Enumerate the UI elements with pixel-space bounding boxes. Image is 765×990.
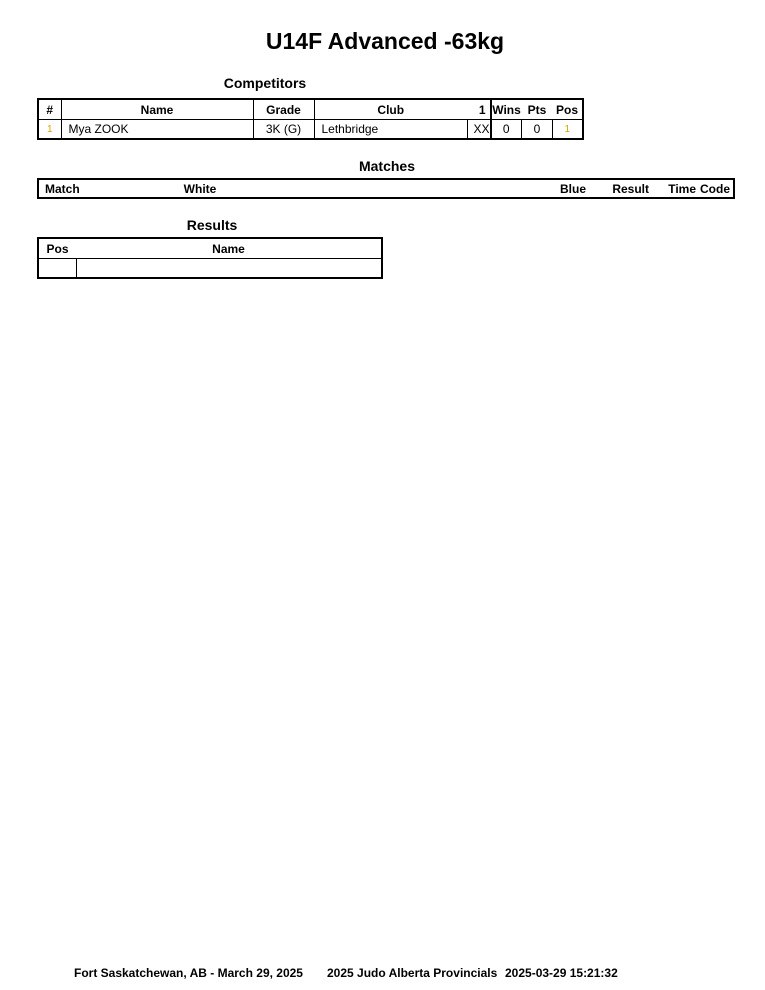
col-match: Match xyxy=(45,181,80,196)
result-name-cell xyxy=(76,259,382,279)
table-row xyxy=(38,120,583,140)
competitor-pts: 0 xyxy=(522,120,553,140)
footer-timestamp: 2025-03-29 15:21:32 xyxy=(505,966,618,980)
footer-event: 2025 Judo Alberta Provincials xyxy=(327,966,498,980)
competitor-name: Mya ZOOK xyxy=(61,120,253,140)
matches-table xyxy=(37,178,735,199)
col-white: White xyxy=(183,181,217,196)
footer-location: Fort Saskatchewan, AB - March 29, 2025 xyxy=(74,966,303,980)
col-club: Club xyxy=(314,99,467,120)
page-title: U14F Advanced -63kg xyxy=(265,28,505,54)
col-number: # xyxy=(38,99,61,120)
table-row xyxy=(38,259,382,279)
col-wins: Wins xyxy=(491,99,522,120)
col-grade: Grade xyxy=(253,99,314,120)
col-time: Time xyxy=(668,181,696,196)
competitor-round-1: XX xyxy=(473,122,490,136)
matches-header-row xyxy=(38,179,734,198)
competitors-header-row xyxy=(38,99,583,120)
col-result-pos: Pos xyxy=(38,238,76,259)
col-pts: Pts xyxy=(522,99,553,120)
results-heading: Results xyxy=(186,217,238,233)
competitor-wins: 0 xyxy=(491,120,522,140)
competitor-grade: 3K (G) xyxy=(253,120,314,140)
competitor-club: Lethbridge xyxy=(314,120,467,140)
competitor-number: 1 xyxy=(38,120,61,140)
col-name: Name xyxy=(61,99,253,120)
competitors-table xyxy=(37,98,584,140)
matches-heading: Matches xyxy=(358,158,416,174)
results-header-row xyxy=(38,238,382,259)
results-table xyxy=(37,237,383,279)
col-code: Code xyxy=(700,181,730,196)
col-blue: Blue xyxy=(559,181,586,196)
competitor-pos: 1 xyxy=(564,123,571,135)
col-round-1: 1 xyxy=(467,99,491,120)
competitors-heading: Competitors xyxy=(223,75,307,91)
result-pos-cell xyxy=(38,259,76,279)
col-result-name: Name xyxy=(76,238,382,259)
col-pos: Pos xyxy=(553,99,583,120)
col-result: Result xyxy=(612,181,649,196)
